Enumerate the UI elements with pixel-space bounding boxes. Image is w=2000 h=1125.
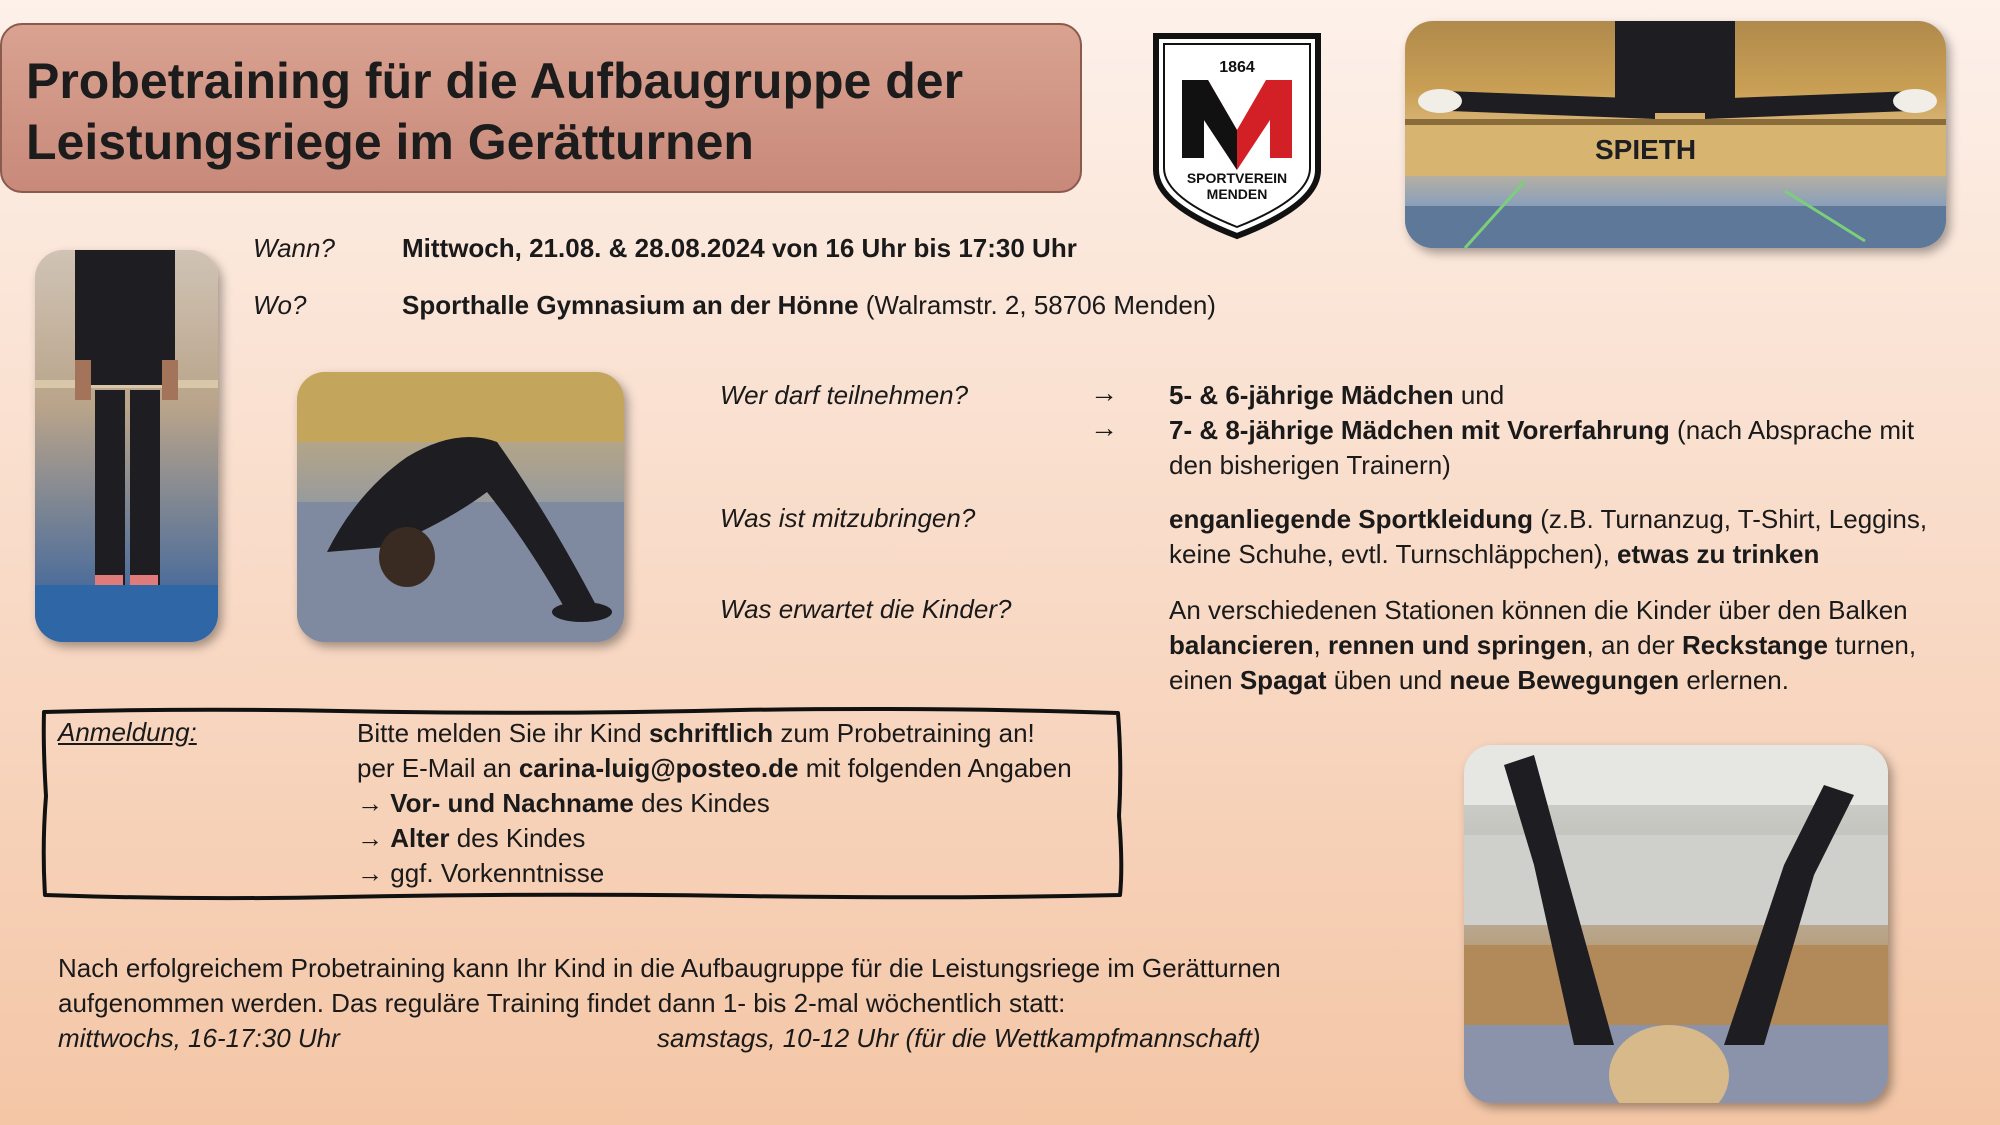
schedule-saturday: samstags, 10-12 Uhr (für die Wettkampfmannschaft) (657, 1023, 1261, 1053)
expect-text: An verschiedenen Stationen können die Kinder über den Balken balancieren, rennen und springen, an der Reckstange turnen, einen Spagat üben und neue Bewegungen erlernen. (1169, 595, 1917, 695)
logo-line-1: SPORTVEREIN (1186, 170, 1288, 186)
where-address: (Walramstr. 2, 58706 Menden) (858, 290, 1216, 320)
expect-label: Was erwartet die Kinder? (720, 594, 1012, 624)
arrow-icon: → (357, 858, 383, 888)
beam-brand-label: SPIETH (1595, 134, 1697, 165)
title-banner (0, 23, 1082, 193)
footer-text (58, 951, 1281, 1021)
footer-line-2: aufgenommen werden. Das reguläre Training findet dann 1- bis 2-mal wöchentlich statt: (58, 988, 1066, 1018)
footer-line-1: Nach erfolgreichem Probetraining kann Ihr Kind in die Aufbaugruppe für die Leistungsriege im Gerätturnen (58, 953, 1281, 983)
bring-label: Was ist mitzubringen? (720, 503, 976, 533)
where-venue: Sporthalle Gymnasium an der Hönne (402, 290, 859, 320)
club-logo (1152, 30, 1322, 240)
logo-year: 1864 (1219, 59, 1255, 76)
title-line-2: Leistungsriege im Gerätturnen (26, 114, 754, 170)
registration-email: carina-luig@posteo.de (518, 753, 799, 783)
photo-bar-hang (35, 250, 218, 642)
title-line-1: Probetraining für die Aufbaugruppe der (26, 53, 964, 109)
where-label: Wo? (253, 290, 307, 320)
logo-line-2: MENDEN (1206, 186, 1268, 202)
who-label: Wer darf teilnehmen? (720, 380, 969, 410)
registration-text: Bitte melden Sie ihr Kind schriftlich zum Probetraining an! per E-Mail an carina-luig@posteo.de mit folgenden Angaben → Vor- und Nachname des Kindes → Alter des Kindes → ggf. Vorkenntnisse (357, 718, 1072, 888)
photo-arms-raised (1464, 745, 1888, 1103)
when-label: Wann? (253, 233, 335, 263)
photo-beam-split (1405, 21, 1946, 248)
photo-stretch (297, 372, 624, 642)
registration-label: Anmeldung: (58, 717, 197, 747)
arrow-icon: → (357, 823, 383, 853)
where-value (402, 290, 1216, 321)
schedule-wednesday: mittwochs, 16-17:30 Uhr (58, 1023, 340, 1053)
who-text: 5- & 6-jährige Mädchen und 7- & 8-jährige Mädchen mit Vorerfahrung (nach Absprache mit den bisherigen Trainern) (1169, 380, 1915, 480)
when-value: Mittwoch, 21.08. & 28.08.2024 von 16 Uhr bis 17:30 Uhr (402, 233, 1077, 263)
who-arrow-1: → (1090, 377, 1118, 408)
arrow-icon: → (357, 788, 383, 818)
bring-text: enganliegende Sportkleidung (z.B. Turnanzug, T-Shirt, Leggins, keine Schuhe, evtl. Turnschläppchen), etwas zu trinken (1169, 504, 1928, 569)
who-arrow-2: → (1090, 412, 1118, 443)
